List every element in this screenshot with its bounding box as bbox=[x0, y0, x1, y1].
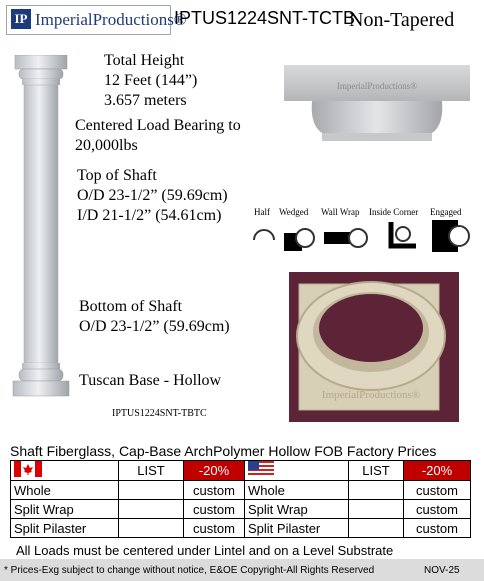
table-row bbox=[11, 519, 245, 538]
model-number: IPTUS1224SNT-TCTB bbox=[174, 8, 356, 28]
usa-flag-icon bbox=[248, 461, 274, 477]
table-row bbox=[11, 461, 245, 481]
row-label: Split Pilaster bbox=[245, 519, 349, 538]
table-row bbox=[245, 519, 471, 538]
footer-date: NOV-25 bbox=[424, 565, 460, 576]
logo-text: ImperialProductions® bbox=[35, 10, 187, 29]
taper-type: Non-Tapered bbox=[349, 9, 455, 31]
row-label: Split Pilaster bbox=[11, 519, 119, 538]
top-inner-diameter: I/D 21-1/2” (54.61cm) bbox=[77, 207, 222, 224]
engaged-profile-icon bbox=[432, 220, 469, 252]
capital-watermark: ImperialProductions® bbox=[336, 81, 418, 91]
profile-engaged-label: Engaged bbox=[430, 207, 462, 217]
discount-price: custom bbox=[404, 500, 471, 519]
profile-wedged-label: Wedged bbox=[279, 207, 309, 217]
list-header: LIST bbox=[119, 461, 184, 481]
list-header: LIST bbox=[349, 461, 404, 481]
bottom-outer-diameter: O/D 23-1/2” (59.69cm) bbox=[79, 318, 230, 335]
capital-image bbox=[282, 63, 472, 145]
discount-price: custom bbox=[184, 481, 245, 500]
list-price bbox=[349, 481, 404, 500]
list-price bbox=[119, 500, 184, 519]
logo bbox=[6, 5, 187, 35]
profile-icons bbox=[248, 218, 478, 254]
usa-price-table bbox=[244, 460, 471, 538]
wedged-profile-icon bbox=[284, 229, 314, 251]
row-label: Split Wrap bbox=[11, 500, 119, 519]
base-watermark: ImperialProductions® bbox=[321, 389, 421, 401]
base-type: Tuscan Base - Hollow bbox=[79, 372, 222, 389]
bottom-of-shaft-title: Bottom of Shaft bbox=[79, 298, 183, 315]
canada-flag-icon bbox=[14, 461, 42, 477]
discount-header: -20% bbox=[404, 461, 471, 481]
discount-price: custom bbox=[404, 481, 471, 500]
table-row bbox=[11, 500, 245, 519]
height-feet: 12 Feet (144”) bbox=[104, 72, 198, 89]
list-price bbox=[349, 519, 404, 538]
pricing-header: Shaft Fiberglass, Cap-Base ArchPolymer Hollow FOB Factory Prices bbox=[10, 443, 437, 459]
inside-corner-profile-icon bbox=[391, 222, 416, 246]
profile-half-label: Half bbox=[254, 207, 270, 217]
load-notes: All Loads must be centered under Lintel and on a Level Substrate bbox=[16, 543, 394, 558]
row-label: Split Wrap bbox=[245, 500, 349, 519]
wall-wrap-profile-icon bbox=[324, 229, 367, 247]
total-height-title: Total Height bbox=[104, 52, 185, 69]
base-photo bbox=[289, 272, 459, 422]
half-profile-icon bbox=[254, 230, 274, 240]
table-row bbox=[245, 461, 471, 481]
row-label: Whole bbox=[245, 481, 349, 500]
profile-inside-corner-label: Inside Corner bbox=[369, 207, 419, 217]
column-code-caption: IPTUS1224SNT-TBTC bbox=[112, 408, 207, 419]
top-of-shaft-title: Top of Shaft bbox=[77, 167, 157, 184]
footer-bar bbox=[0, 559, 484, 581]
discount-price: custom bbox=[184, 519, 245, 538]
logo-mark: IP bbox=[11, 9, 31, 29]
height-meters: 3.657 meters bbox=[104, 92, 187, 109]
list-price bbox=[119, 481, 184, 500]
discount-price: custom bbox=[184, 500, 245, 519]
footer-disclaimer: * Prices-Exg subject to change without notice, E&OE Copyright-All Rights Reserved bbox=[4, 565, 375, 576]
column-illustration bbox=[10, 55, 72, 410]
load-bearing-line1: Centered Load Bearing to bbox=[75, 117, 241, 134]
list-price bbox=[119, 519, 184, 538]
usa-flag-cell bbox=[245, 461, 349, 481]
table-row bbox=[11, 481, 245, 500]
top-outer-diameter: O/D 23-1/2” (59.69cm) bbox=[77, 187, 228, 204]
discount-header: -20% bbox=[184, 461, 245, 481]
list-price bbox=[349, 500, 404, 519]
table-row bbox=[245, 481, 471, 500]
canada-price-table bbox=[10, 460, 245, 538]
row-label: Whole bbox=[11, 481, 119, 500]
profile-wall-wrap-label: Wall Wrap bbox=[321, 207, 360, 217]
table-row bbox=[245, 500, 471, 519]
discount-price: custom bbox=[404, 519, 471, 538]
canada-flag-cell bbox=[11, 461, 119, 481]
load-bearing-line2: 20,000lbs bbox=[75, 137, 138, 154]
